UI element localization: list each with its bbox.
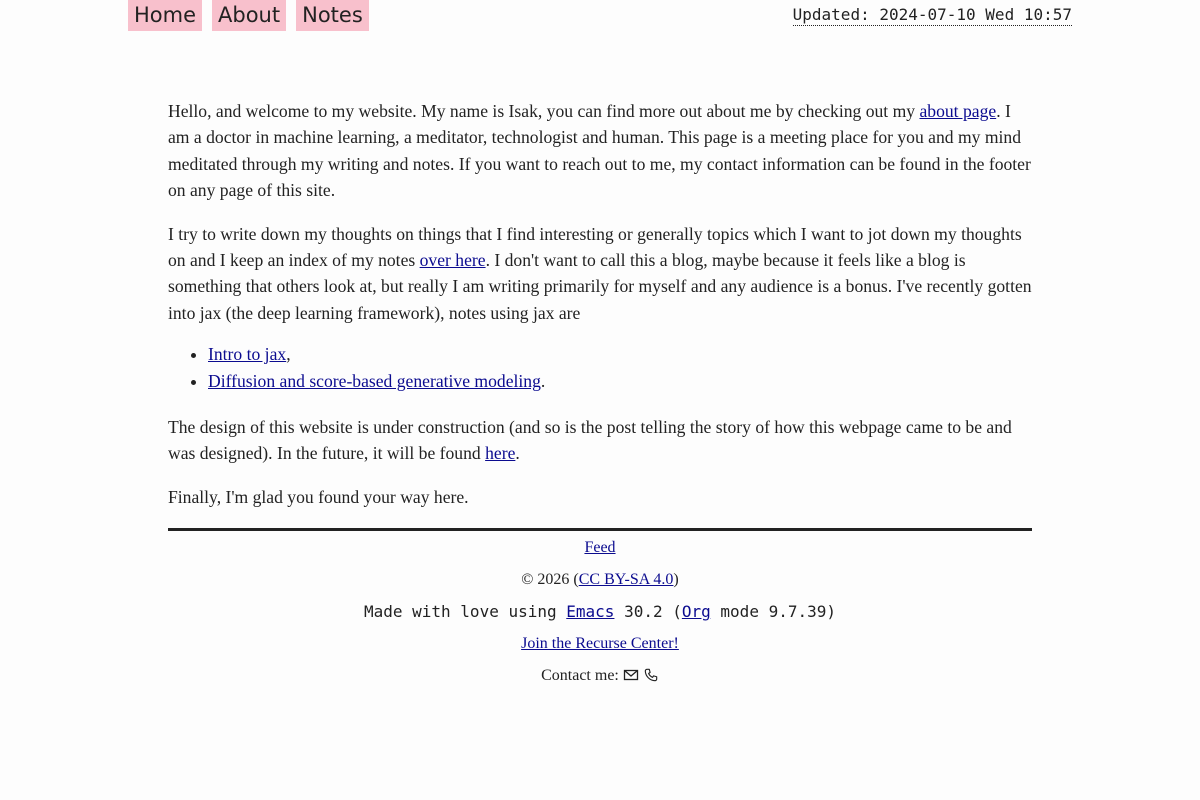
diffusion-link[interactable]: Diffusion and score-based generative modeling bbox=[208, 370, 541, 391]
made-with-line bbox=[0, 600, 1200, 632]
notes-text-before: I try to write down my thoughts on things that I find interesting or generally topics which I want to jot down my thoughts on and I keep an index of my notes bbox=[168, 223, 1022, 270]
phone-icon[interactable] bbox=[643, 666, 659, 690]
feed-line bbox=[0, 536, 1200, 568]
notes-text-after: . I don't want to call this a blog, maybe because it feels like a blog is something that others look at, but really I am writing primarily for myself and any audience is a bonus. I've recently gotten into jax (the deep learning framework), notes using jax are bbox=[168, 249, 1032, 323]
list-item bbox=[208, 341, 1034, 367]
footer-divider bbox=[168, 528, 1032, 531]
recurse-line bbox=[0, 632, 1200, 664]
design-text-before: The design of this website is under construction (and so is the post telling the story of how this webpage came to be and was designed). In the future, it will be found bbox=[168, 416, 1012, 464]
intro-paragraph bbox=[168, 98, 1034, 203]
intro-text-before: Hello, and welcome to my website. My name is Isak, you can find more out about me by checking out my bbox=[168, 101, 920, 121]
list-item-punct: . bbox=[540, 370, 546, 391]
design-text-after: . bbox=[515, 443, 520, 464]
about-page-link[interactable]: about page bbox=[919, 101, 997, 121]
list-item bbox=[208, 368, 1034, 394]
notes-paragraph bbox=[168, 221, 1034, 326]
top-nav bbox=[128, 0, 369, 31]
nav-notes-link[interactable]: Notes bbox=[296, 0, 369, 31]
jax-notes-list bbox=[168, 341, 1034, 394]
emacs-link[interactable]: Emacs bbox=[566, 602, 615, 621]
made-with-version: 30.2 ( bbox=[614, 602, 682, 621]
notes-index-link[interactable]: over here bbox=[419, 249, 486, 270]
made-with-text: Made with love using bbox=[363, 602, 567, 621]
design-paragraph bbox=[168, 414, 1034, 467]
contact-line bbox=[0, 664, 1200, 696]
list-item-punct: , bbox=[286, 344, 291, 365]
contact-label: Contact me: bbox=[541, 667, 619, 684]
design-post-link[interactable]: here bbox=[485, 443, 516, 464]
recurse-center-link[interactable]: Join the Recurse Center! bbox=[521, 635, 679, 652]
closing-paragraph: Finally, I'm glad you found your way here. bbox=[168, 487, 469, 508]
nav-home-link[interactable]: Home bbox=[128, 0, 202, 31]
org-link[interactable]: Org bbox=[681, 602, 711, 621]
footer bbox=[0, 536, 1200, 696]
updated-timestamp: Updated: 2024-07-10 Wed 10:57 bbox=[792, 5, 1072, 24]
feed-link[interactable]: Feed bbox=[584, 539, 616, 556]
mail-icon[interactable] bbox=[623, 666, 639, 690]
copyright-close: ) bbox=[673, 571, 679, 588]
intro-text-after: . I am a doctor in machine learning, a meditator, technologist and human. This page is a meeting place for you and my mind meditated through my writing and notes. If you want to reach out to me, my contact information can be found in the footer on any page of this site. bbox=[168, 101, 1031, 200]
main-content bbox=[168, 98, 1034, 528]
copyright-line bbox=[0, 568, 1200, 600]
intro-to-jax-link[interactable]: Intro to jax bbox=[208, 344, 287, 365]
made-with-org-version: mode 9.7.39) bbox=[710, 602, 837, 621]
copyright-text: © 2026 ( bbox=[521, 571, 579, 588]
license-link[interactable]: CC BY-SA 4.0 bbox=[578, 571, 674, 588]
nav-about-link[interactable]: About bbox=[212, 0, 286, 31]
